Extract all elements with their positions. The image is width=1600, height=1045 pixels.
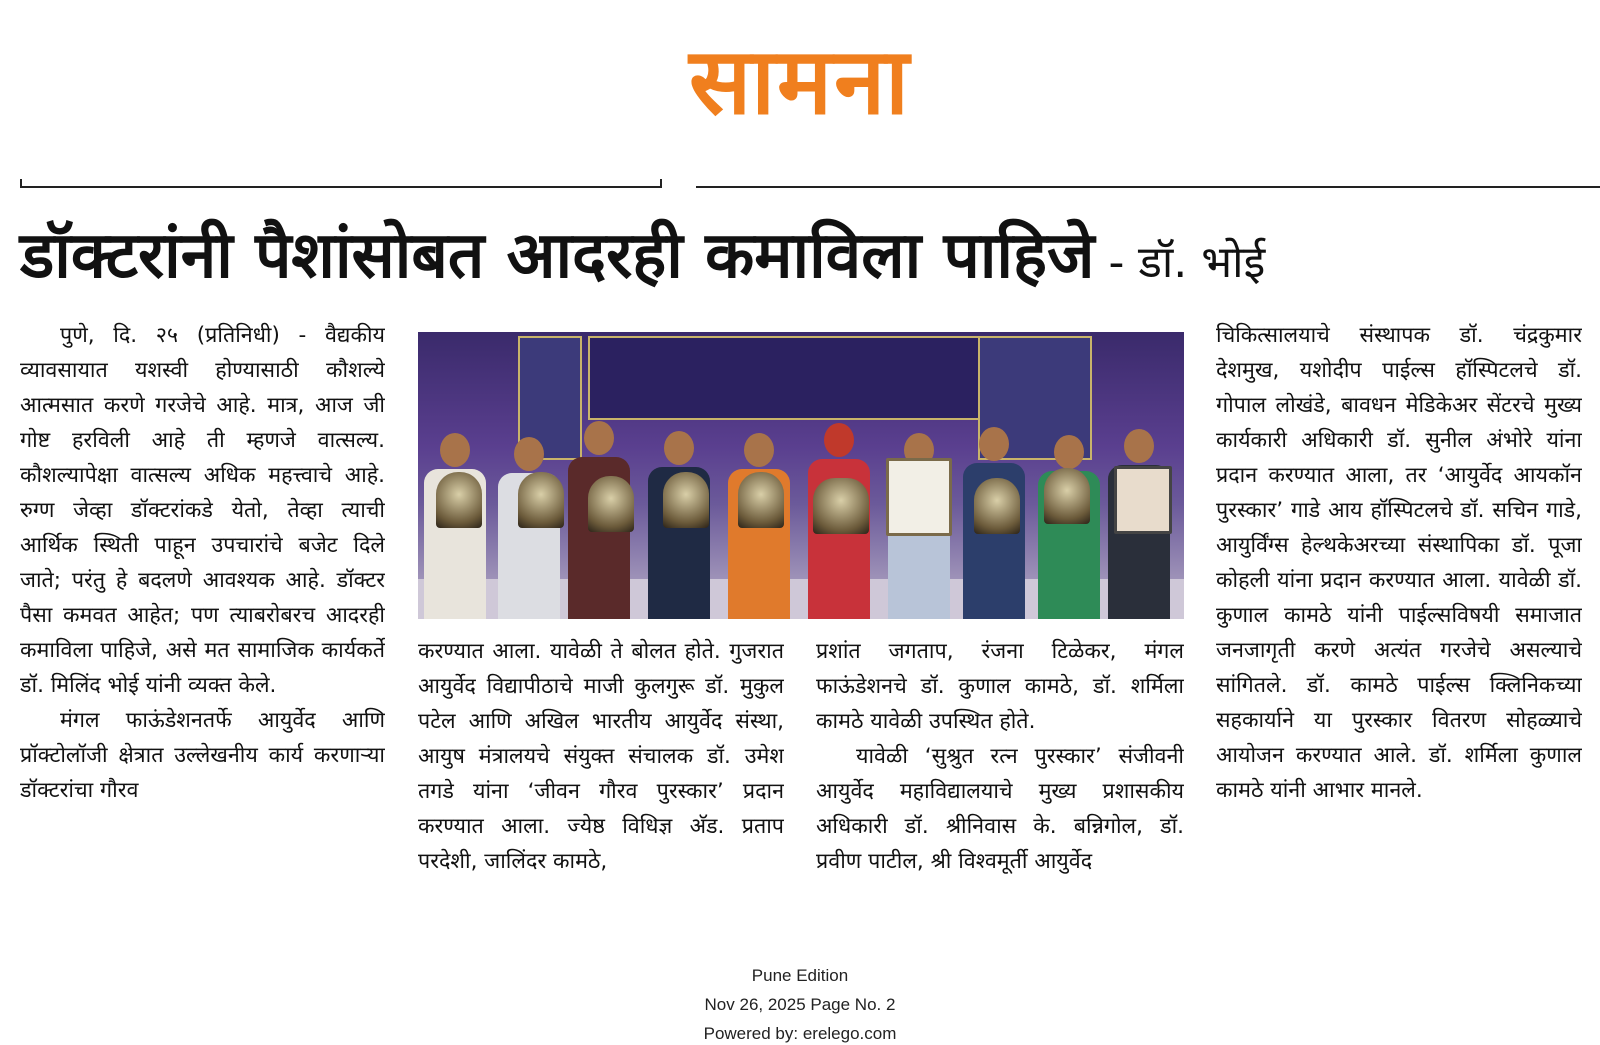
article-column-2 <box>418 634 784 950</box>
trophy <box>1044 468 1090 524</box>
person <box>1038 435 1100 619</box>
newspaper-masthead: सामना <box>689 28 911 135</box>
framed-award <box>1114 466 1172 534</box>
footer-edition: Pune Edition <box>751 966 849 985</box>
footer-powered-by: Powered by: erelego.com <box>703 1024 897 1043</box>
article-paragraph: चिकित्सालयाचे संस्थापक डॉ. चंद्रकुमार देशमुख, यशोदीप पाईल्स हॉस्पिटलचे डॉ. गोपाल लोखंडे, बावधन मेडिकेअर सेंटरचे मुख्य कार्यकारी अधिकारी डॉ. सुनील अंभोरे यांना प्रदान करण्यात आला, तर ‘आयुर्वेद आयकॉन पुरस्कार’ गाडे आय हॉस्पिटलचे डॉ. सचिन गाडे, आयुर्विंग्स हेल्थकेअरच्या संस्थापिका डॉ. पूजा कोहली यांना प्रदान करण्यात आला. यावेळी डॉ. कुणाल कामठे यांनी पाईल्सविषयी समाजात जनजागृती करणे अत्यंत गरजेचे असल्याचे सांगितले. डॉ. कामठे पाईल्स क्लिनिकच्या सहकार्याने या पुरस्कार वितरण सोहळ्याचे आयोजन करण्यात आले. डॉ. शर्मिला कुणाल कामठे यांनी आभार मानले. <box>1216 323 1582 803</box>
trophy <box>436 472 482 528</box>
trophy <box>663 472 709 528</box>
trophy <box>518 472 564 528</box>
headline-main: डॉक्टरांनी पैशांसोबत आदरही कमाविला पाहिजे <box>20 219 1095 293</box>
stage-banner <box>588 336 1012 420</box>
article-column-3 <box>816 634 1184 950</box>
headline-byline: - डॉ. भोई <box>1108 237 1266 288</box>
article-column-4 <box>1216 318 1582 950</box>
framed-award <box>886 458 952 536</box>
trophy <box>738 472 784 528</box>
masthead-divider-left <box>20 186 662 188</box>
article-paragraph: करण्यात आला. यावेळी ते बोलत होते. गुजरात आयुर्वेद विद्यापीठाचे माजी कुलगुरू डॉ. मुकुल पटेल आणि अखिल भारतीय आयुर्वेद संस्था, आयुष मंत्रालयचे संयुक्त संचालक डॉ. उमेश तगडे यांना ‘जीवन गौरव पुरस्कार’ प्रदान करण्यात आला. ज्येष्ठ विधिज्ञ अ‍ॅड. प्रताप परदेशी, जालिंदर कामठे, <box>418 639 784 874</box>
article-paragraph: प्रशांत जगताप, रंजना टिळेकर, मंगल फाऊंडेशनचे डॉ. कुणाल कामठे, डॉ. शर्मिला कामठे यावेळी उपस्थित होते. <box>816 639 1184 734</box>
article-paragraph: मंगल फाऊंडेशनतर्फे आयुर्वेद आणि प्रॉक्टोलॉजी क्षेत्रात उल्लेखनीय कार्य करणाऱ्या डॉक्टरांचा गौरव <box>20 708 385 803</box>
article-column-1 <box>20 318 385 948</box>
trophy <box>588 476 634 532</box>
award-ceremony-photo <box>418 332 1184 619</box>
footer-date-page: Nov 26, 2025 Page No. 2 <box>704 995 896 1014</box>
article-headline <box>20 219 1585 293</box>
masthead-divider-right <box>696 186 1600 188</box>
person <box>498 437 560 619</box>
article-paragraph: पुणे, दि. २५ (प्रतिनिधी) - वैद्यकीय व्यावसायात यशस्वी होण्यासाठी कौशल्ये आत्मसात करणे गरजेचे आहे. मात्र, आज जी गोष्ट हरविली आहे ती म्हणजे वात्सल्य. कौशल्यापेक्षा वात्सल्य अधिक महत्त्वाचे आहे. रुग्ण जेव्हा डॉक्टरांकडे येतो, तेव्हा त्याची आर्थिक स्थिती पाहून उपचारांचे बजेट दिले जाते; परंतु हे बदलणे आवश्यक आहे. डॉक्टर पैसा कमवत आहेत; पण त्याबरोबरच आदरही कमाविला पाहिजे, असे मत सामाजिक कार्यकर्ते डॉ. मिलिंद भोई यांनी व्यक्त केले. <box>20 323 385 698</box>
trophy <box>813 478 869 534</box>
article-paragraph: यावेळी ‘सुश्रुत रत्न पुरस्कार’ संजीवनी आयुर्वेद महाविद्यालयाचे मुख्य प्रशासकीय अधिकारी डॉ. श्रीनिवास के. बन्निगोल, डॉ. प्रवीण पाटील, श्री विश्वमूर्ती आयुर्वेद <box>816 744 1184 874</box>
trophy <box>974 478 1020 534</box>
